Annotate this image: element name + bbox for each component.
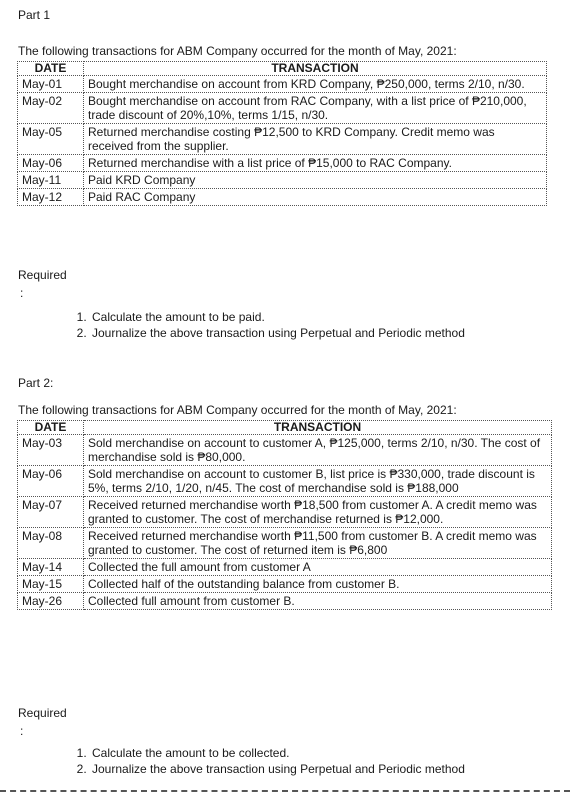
date-header: DATE (18, 421, 84, 435)
table-row (18, 172, 547, 189)
row-transaction: Sold merchandise on account to customer A, ₱125,000, terms 2/10, n/30. The cost of merchandise sold is ₱80,000. (84, 435, 552, 466)
transaction-header: TRANSACTION (84, 421, 552, 435)
list-item: 2. Journalize the above transaction using Perpetual and Periodic method (90, 325, 465, 341)
table-row (18, 76, 547, 93)
row-date: May-05 (18, 124, 84, 155)
part2-title: Part 2: (18, 376, 54, 390)
row-transaction: Bought merchandise on account from KRD Company, ₱250,000, terms 2/10, n/30. (84, 76, 547, 93)
table-row (18, 576, 552, 593)
table-row (18, 528, 552, 559)
row-transaction: Paid RAC Company (84, 189, 547, 206)
row-transaction: Returned merchandise with a list price of ₱15,000 to RAC Company. (84, 155, 547, 172)
row-date: May-15 (18, 576, 84, 593)
date-header: DATE (18, 62, 84, 76)
row-transaction: Collected the full amount from customer A (84, 559, 552, 576)
row-transaction: Received returned merchandise worth ₱18,500 from customer A. A credit memo was granted to customer. The cost of merchandise returned is ₱12,000. (84, 497, 552, 528)
table-row (18, 124, 547, 155)
table-row (18, 497, 552, 528)
row-transaction: Sold merchandise on account to customer B, list price is ₱330,000, trade discount is 5%, terms 2/10, 1/20, n/45. The cost of merchandise sold is ₱188,000 (84, 466, 552, 497)
part2-requirements-list (74, 745, 465, 777)
table-header-row (18, 62, 547, 76)
list-item: 1. Calculate the amount to be collected. (90, 745, 465, 761)
part1-required-colon: : (20, 286, 24, 300)
transaction-header: TRANSACTION (84, 62, 547, 76)
table-row (18, 435, 552, 466)
row-date: May-11 (18, 172, 84, 189)
part1-title: Part 1 (18, 8, 51, 22)
table-header-row (18, 421, 552, 435)
row-date: May-01 (18, 76, 84, 93)
page-break-divider (0, 790, 570, 792)
table-row (18, 155, 547, 172)
part2-transactions-table (17, 420, 552, 610)
row-date: May-06 (18, 466, 84, 497)
part1-required-label: Required (18, 268, 67, 282)
row-date: May-12 (18, 189, 84, 206)
part2-required-colon: : (20, 724, 24, 738)
row-transaction: Collected half of the outstanding balance from customer B. (84, 576, 552, 593)
row-date: May-06 (18, 155, 84, 172)
row-transaction: Paid KRD Company (84, 172, 547, 189)
table-row (18, 593, 552, 610)
row-transaction: Returned merchandise costing ₱12,500 to KRD Company. Credit memo was received from the supplier. (84, 124, 547, 155)
row-transaction: Collected full amount from customer B. (84, 593, 552, 610)
row-transaction: Bought merchandise on account from RAC Company, with a list price of ₱210,000, trade discount of 20%,10%, terms 1/15, n/30. (84, 93, 547, 124)
row-date: May-02 (18, 93, 84, 124)
part1-intro: The following transactions for ABM Company occurred for the month of May, 2021: (18, 44, 457, 58)
part1-requirements-list (74, 309, 465, 341)
list-item: 1. Calculate the amount to be paid. (90, 309, 465, 325)
table-row (18, 559, 552, 576)
part1-transactions-table (17, 61, 547, 206)
row-date: May-14 (18, 559, 84, 576)
list-item: 2. Journalize the above transaction using Perpetual and Periodic method (90, 761, 465, 777)
table-row (18, 189, 547, 206)
part2-intro: The following transactions for ABM Company occurred for the month of May, 2021: (18, 403, 457, 417)
row-date: May-07 (18, 497, 84, 528)
row-transaction: Received returned merchandise worth ₱11,500 from customer B. A credit memo was granted to customer. The cost of returned item is ₱6,800 (84, 528, 552, 559)
part2-required-label: Required (18, 706, 67, 720)
row-date: May-26 (18, 593, 84, 610)
row-date: May-03 (18, 435, 84, 466)
table-row (18, 93, 547, 124)
table-row (18, 466, 552, 497)
row-date: May-08 (18, 528, 84, 559)
